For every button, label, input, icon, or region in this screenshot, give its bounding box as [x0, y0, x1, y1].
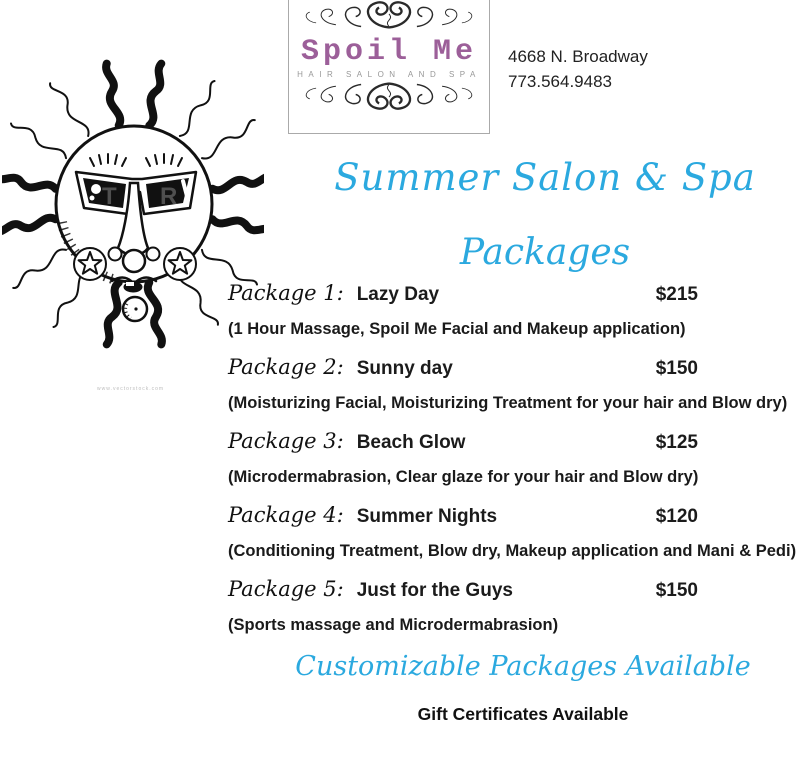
package-name: Lazy Day — [356, 284, 440, 305]
logo-wordmark: Spoil Me — [300, 35, 478, 69]
package-row-5 — [228, 577, 698, 602]
package-description-5: (Sports massage and Microdermabrasion) — [228, 616, 559, 634]
package-description-2: (Moisturizing Facial, Moisturizing Treatment for your hair and Blow dry) — [228, 394, 788, 412]
svg-text:R: R — [160, 183, 178, 210]
package-description-1: (1 Hour Massage, Spoil Me Facial and Makeup application) — [228, 320, 686, 338]
package-price: $125 — [655, 432, 698, 453]
package-row-1 — [228, 281, 698, 306]
package-row-3 — [228, 429, 698, 454]
package-price: $150 — [655, 358, 698, 379]
package-label: Package 2: — [228, 355, 344, 379]
watermark-text: www.vectorstock.com — [97, 386, 165, 392]
package-price: $150 — [655, 580, 698, 601]
phone-number: 773.564.9483 — [508, 72, 612, 91]
flourish-ornament-top — [291, 0, 487, 31]
package-label: Package 5: — [228, 577, 344, 601]
gift-certificates-line: Gift Certificates Available — [417, 704, 629, 724]
package-list — [228, 281, 797, 651]
page-title — [290, 152, 800, 276]
package-name: Summer Nights — [356, 506, 498, 527]
package-description-3: (Microdermabrasion, Clear glaze for your hair and Blow dry) — [228, 468, 699, 486]
package-name: Just for the Guys — [356, 580, 513, 601]
title-line-1: Summer Salon & Spa — [334, 156, 756, 199]
package-price: $215 — [655, 284, 698, 305]
logo-tagline: HAIR SALON AND SPA — [297, 70, 481, 79]
customizable-packages-line: Customizable Packages Available — [295, 651, 751, 682]
package-name: Beach Glow — [356, 432, 466, 453]
sun-clipart-icon — [2, 52, 264, 352]
package-name: Sunny day — [356, 358, 453, 379]
spoil-me-logo — [288, 0, 490, 134]
svg-text:T: T — [102, 183, 117, 210]
package-price: $120 — [655, 506, 698, 527]
package-row-4 — [228, 503, 698, 528]
sun-illustration — [2, 52, 264, 392]
package-description-4: (Conditioning Treatment, Blow dry, Makeup application and Mani & Pedi) — [228, 542, 797, 560]
flourish-ornament-bottom — [291, 80, 487, 116]
package-label: Package 4: — [228, 503, 344, 527]
contact-block — [508, 44, 648, 94]
title-line-2: Packages — [459, 232, 631, 273]
package-label: Package 3: — [228, 429, 344, 453]
package-row-2 — [228, 355, 698, 380]
package-label: Package 1: — [228, 281, 344, 305]
street-address: 4668 N. Broadway — [508, 47, 648, 66]
